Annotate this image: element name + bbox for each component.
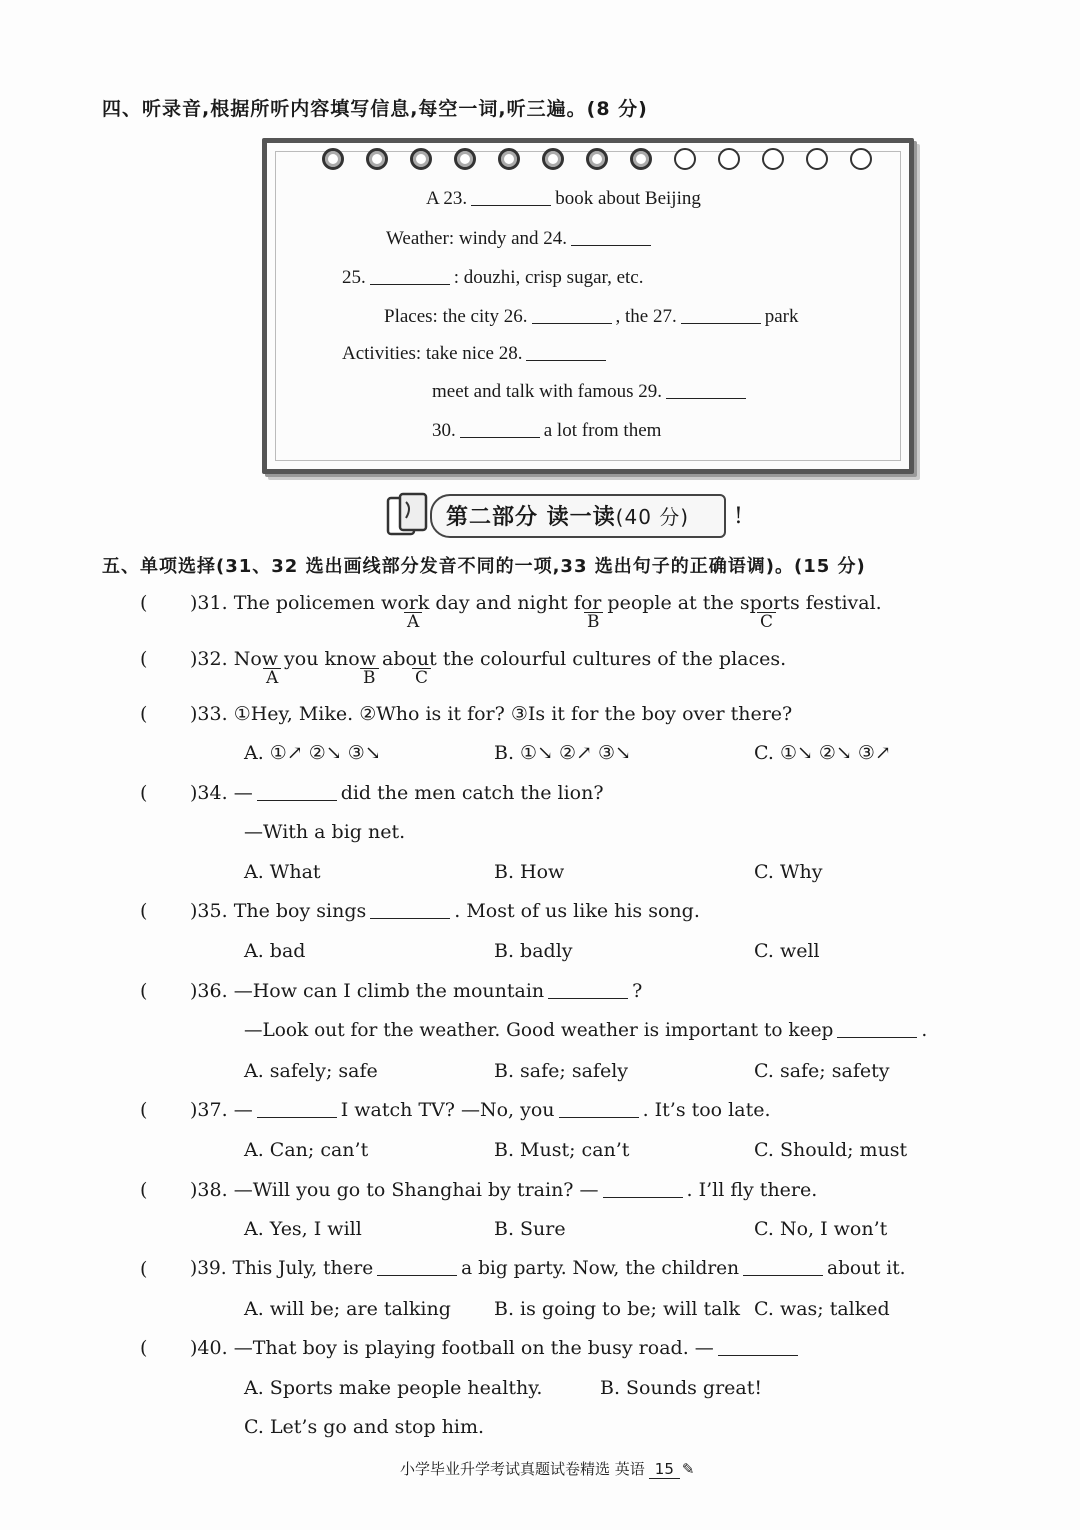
ring-icon [322, 148, 344, 170]
answer-paren[interactable]: ( [140, 782, 148, 804]
question-text: ①Hey, Mike. ②Who is it for? ③Is it for the boy over there? [233, 703, 793, 725]
notebook-line-30 [432, 420, 661, 442]
line-text: : douzhi, crisp sugar, etc. [453, 267, 644, 288]
question-number: )38. [190, 1179, 228, 1201]
option-letter: B [360, 668, 379, 687]
question-number: )32. [190, 648, 228, 670]
answer-blank[interactable] [257, 799, 337, 801]
option-c[interactable]: C. No, I won’t [754, 1218, 888, 1240]
option-letter: C [412, 668, 431, 687]
question-34-reply: —With a big net. [244, 821, 406, 843]
ring-icon [410, 148, 432, 170]
ring-icon [366, 148, 388, 170]
question-number: )37. [190, 1099, 228, 1121]
question-40 [190, 1337, 802, 1359]
answer-blank[interactable] [548, 997, 628, 999]
answer-blank-30[interactable] [460, 436, 540, 438]
question-text: . I’ll fly there. [686, 1179, 818, 1201]
ring-icon [586, 148, 608, 170]
line-text: a lot from them [543, 420, 662, 441]
option-c[interactable]: C. well [754, 940, 820, 962]
line-text: book about Beijing [555, 188, 701, 209]
question-text: — [233, 1099, 253, 1121]
option-b[interactable]: B. ①↘ ②↗ ③↘ [494, 742, 631, 764]
question-text: —That boy is playing football on the busy road. — [233, 1337, 714, 1359]
question-number: )39. [190, 1258, 227, 1279]
line-text: park [764, 306, 799, 327]
option-b[interactable]: B. Sounds great! [600, 1377, 763, 1399]
option-a[interactable]: A. Can; can’t [244, 1139, 369, 1161]
ring-icon [850, 148, 872, 170]
notebook-line-26-27 [384, 306, 799, 328]
answer-paren[interactable]: ( [140, 703, 148, 725]
pencil-icon: ✎ [681, 1460, 695, 1478]
question-text: —Look out for the weather. Good weather is important to keep [244, 1020, 834, 1041]
notebook-line-28 [342, 343, 610, 365]
ring-icon [630, 148, 652, 170]
question-text: —How can I climb the mountain [233, 980, 545, 1002]
answer-blank[interactable] [837, 1036, 917, 1038]
section5-title: 五、单项选择(31、32 选出画线部分发音不同的一项,33 选出句子的正确语调)。(15 分) [102, 556, 866, 577]
question-text: about it. [827, 1258, 906, 1279]
answer-paren[interactable]: ( [140, 900, 148, 922]
answer-blank[interactable] [603, 1196, 683, 1198]
question-39 [190, 1258, 906, 1279]
answer-blank-27[interactable] [681, 322, 761, 324]
line-text: A 23. [426, 188, 468, 209]
answer-paren[interactable]: ( [140, 980, 148, 1002]
question-text: Now you know about the colourful cultures of the places. [233, 648, 787, 670]
line-text: , the 27. [615, 306, 677, 327]
question-text: This July, there [232, 1258, 374, 1279]
question-number: )35. [190, 900, 228, 922]
ring-icon [718, 148, 740, 170]
book-title: 小学毕业升学考试真题试卷精选 英语 [400, 1460, 645, 1478]
answer-paren[interactable]: ( [140, 1179, 148, 1201]
answer-blank[interactable] [257, 1116, 337, 1118]
option-c[interactable]: C. Should; must [754, 1139, 908, 1161]
answer-blank[interactable] [370, 917, 450, 919]
answer-blank-26[interactable] [532, 322, 612, 324]
question-number: )34. [190, 782, 228, 804]
question-32 [190, 648, 786, 670]
answer-blank-23[interactable] [471, 204, 551, 206]
question-text: — [233, 782, 253, 804]
notebook-line-23 [426, 188, 701, 210]
question-text: I watch TV? —No, you [340, 1099, 555, 1121]
option-letter: A [404, 612, 422, 631]
notebook-line-24 [386, 228, 655, 250]
question-number: )33. [190, 703, 228, 725]
notebook-line-29 [432, 381, 750, 403]
option-a[interactable]: A. Sports make people healthy. [244, 1377, 543, 1399]
question-text: The policemen work day and night for people at the sports festival. [233, 592, 882, 614]
question-34 [190, 782, 604, 804]
answer-blank[interactable] [743, 1274, 823, 1276]
question-text: The boy sings [233, 900, 367, 922]
answer-blank-24[interactable] [571, 244, 651, 246]
answer-blank-25[interactable] [370, 283, 450, 285]
notebook-line-25 [342, 267, 643, 289]
question-number: )40. [190, 1337, 228, 1359]
question-36 [190, 980, 642, 1002]
question-text: ? [632, 980, 643, 1002]
part2-title [446, 500, 689, 531]
part2-banner [382, 490, 754, 542]
question-text: . [921, 1020, 928, 1041]
option-a[interactable]: A. bad [244, 940, 306, 962]
question-38 [190, 1179, 817, 1201]
option-letter: B [584, 612, 603, 631]
question-text: —Will you go to Shanghai by train? — [233, 1179, 599, 1201]
option-c[interactable]: C. was; talked [754, 1298, 890, 1320]
question-36-reply [244, 1020, 927, 1041]
option-b[interactable]: B. safe; safely [494, 1060, 629, 1082]
answer-paren[interactable]: ( [140, 1337, 148, 1359]
question-37 [190, 1099, 771, 1121]
section4-title: 四、听录音,根据所听内容填写信息,每空一词,听三遍。(8 分) [102, 98, 648, 120]
question-text: . It’s too late. [642, 1099, 771, 1121]
line-text: Places: the city 26. [384, 306, 528, 327]
page-footer [400, 1458, 694, 1479]
option-letter: A [263, 668, 281, 687]
option-c[interactable]: C. Let’s go and stop him. [244, 1416, 485, 1438]
line-text: 25. [342, 267, 366, 288]
question-35 [190, 900, 700, 922]
answer-paren[interactable]: ( [140, 592, 148, 614]
notebook-rings [322, 148, 872, 170]
option-a[interactable]: A. What [244, 861, 321, 883]
option-a[interactable]: A. will be; are talking [244, 1298, 451, 1320]
question-number: )31. [190, 592, 228, 614]
answer-blank[interactable] [718, 1354, 798, 1356]
question-text: a big party. Now, the children [461, 1258, 740, 1279]
answer-blank[interactable] [377, 1274, 457, 1276]
line-text: 30. [432, 420, 456, 441]
ring-icon [498, 148, 520, 170]
exclamation-icon: ! [734, 504, 743, 529]
answer-paren[interactable]: ( [140, 648, 148, 670]
question-text: did the men catch the lion? [340, 782, 604, 804]
part2-title-text: 第二部分 读一读 [446, 505, 616, 530]
line-text: Weather: windy and 24. [386, 228, 568, 249]
option-b[interactable]: B. badly [494, 940, 573, 962]
part2-score: (40 分) [615, 505, 690, 529]
option-a[interactable]: A. ①↗ ②↘ ③↘ [244, 742, 381, 764]
ring-icon [674, 148, 696, 170]
question-text: . Most of us like his song. [454, 900, 700, 922]
ring-icon [762, 148, 784, 170]
option-c[interactable]: C. safe; safety [754, 1060, 890, 1082]
line-text: Activities: take nice 28. [342, 343, 523, 364]
ring-icon [454, 148, 476, 170]
option-b[interactable]: B. Sure [494, 1218, 566, 1240]
option-letter: C [757, 612, 776, 631]
ring-icon [542, 148, 564, 170]
option-a[interactable]: A. safely; safe [244, 1060, 378, 1082]
page-number: 15 [649, 1460, 680, 1479]
answer-blank-28[interactable] [526, 359, 606, 361]
answer-paren[interactable]: ( [140, 1099, 148, 1121]
option-a[interactable]: A. Yes, I will [244, 1218, 362, 1240]
question-33 [190, 703, 792, 725]
answer-blank[interactable] [559, 1116, 639, 1118]
option-c[interactable]: C. Why [754, 861, 823, 883]
answer-paren[interactable]: ( [140, 1258, 148, 1280]
option-b[interactable]: B. How [494, 861, 565, 883]
question-number: )36. [190, 980, 228, 1002]
option-b[interactable]: B. is going to be; will talk [494, 1298, 741, 1320]
option-c[interactable]: C. ①↘ ②↘ ③↗ [754, 742, 891, 764]
option-b[interactable]: B. Must; can’t [494, 1139, 630, 1161]
question-31 [190, 592, 882, 614]
ring-icon [806, 148, 828, 170]
answer-blank-29[interactable] [666, 397, 746, 399]
line-text: meet and talk with famous 29. [432, 381, 663, 402]
